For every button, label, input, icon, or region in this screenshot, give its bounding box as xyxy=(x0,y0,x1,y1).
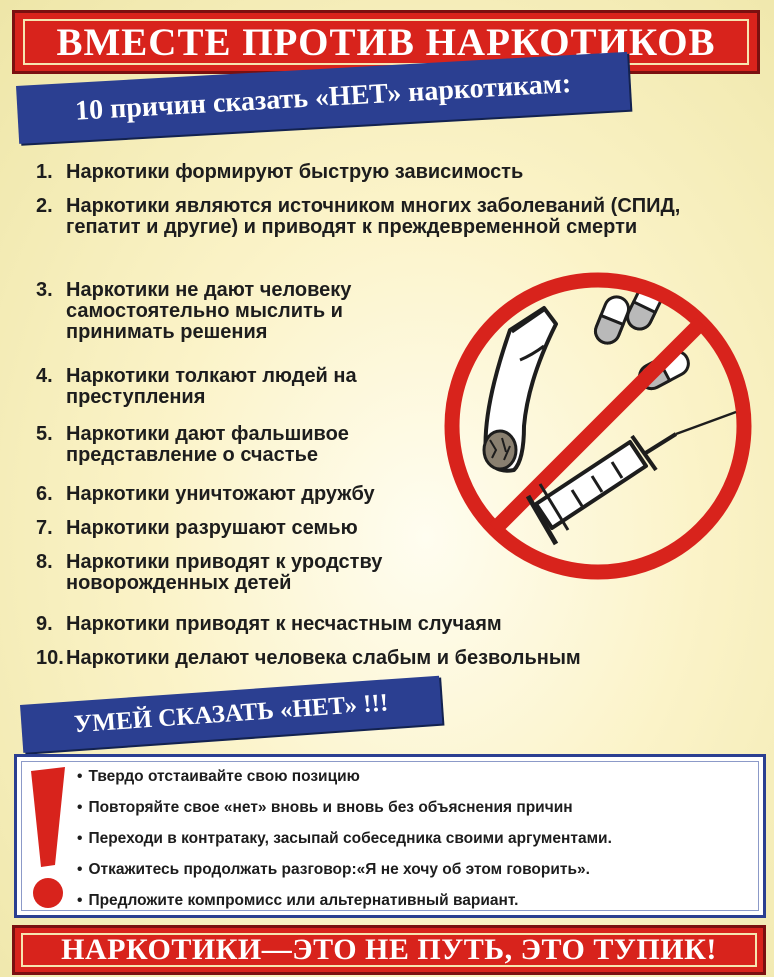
reason-item xyxy=(36,162,666,183)
subtitle-text: 10 причин сказать «НЕТ» наркотикам: xyxy=(74,68,572,127)
tip-item: • Предложите компромисс или альтернативный вариант. xyxy=(77,885,612,916)
reason-text: Наркотики приводят к несчастным случаям xyxy=(66,613,502,635)
reason-number: 3. xyxy=(36,279,53,301)
reason-number: 4. xyxy=(36,365,53,387)
reason-number: 7. xyxy=(36,517,53,539)
reason-item xyxy=(36,280,396,343)
reason-text: Наркотики уничтожают дружбу xyxy=(66,483,375,505)
bottom-banner xyxy=(12,925,766,975)
say-no-banner xyxy=(20,676,442,753)
reason-number: 10. xyxy=(36,647,64,669)
reason-text: Наркотики не дают человеку самостоятельно мыслить и принимать решения xyxy=(66,279,352,343)
reason-item xyxy=(36,484,466,505)
exclamation-icon xyxy=(25,765,71,915)
tip-item: • Откажитесь продолжать разговор:«Я не хочу об этом говорить». xyxy=(77,854,612,885)
poster-title: ВМЕСТЕ ПРОТИВ НАРКОТИКОВ xyxy=(56,20,716,64)
reason-number: 1. xyxy=(36,161,53,183)
no-drugs-sign-icon xyxy=(432,260,764,592)
tip-item: • Повторяйте свое «нет» вновь и вновь без объяснения причин xyxy=(77,792,612,823)
reason-item xyxy=(36,614,666,635)
reason-text: Наркотики являются источником многих заболеваний (СПИД, гепатит и другие) и приводят к преждевременной смерти xyxy=(66,195,681,238)
tip-item: • Твердо отстаивайте свою позицию xyxy=(77,761,612,792)
reason-item xyxy=(36,424,396,466)
tips-box xyxy=(14,754,766,918)
reason-text: Наркотики формируют быструю зависимость xyxy=(66,161,524,183)
reason-number: 8. xyxy=(36,551,53,573)
reason-number: 9. xyxy=(36,613,53,635)
reason-item xyxy=(36,552,426,594)
reason-number: 2. xyxy=(36,195,53,217)
reason-item xyxy=(36,196,756,238)
reason-item xyxy=(36,518,466,539)
reason-item xyxy=(36,366,396,408)
reason-text: Наркотики приводят к уродству новорожденных детей xyxy=(66,551,383,594)
say-no-text: УМЕЙ СКАЗАТЬ «НЕТ» !!! xyxy=(73,689,390,739)
tip-item: • Переходи в контратаку, засыпай собеседника своими аргументами. xyxy=(77,823,612,854)
reason-item xyxy=(36,648,706,669)
reason-number: 5. xyxy=(36,423,53,445)
tips-list xyxy=(77,761,612,916)
reason-text: Наркотики разрушают семью xyxy=(66,517,358,539)
reason-text: Наркотики дают фальшивое представление о счастье xyxy=(66,423,349,466)
reason-text: Наркотики делают человека слабым и безвольным xyxy=(66,647,581,669)
reason-number: 6. xyxy=(36,483,53,505)
footer-slogan: НАРКОТИКИ—ЭТО НЕ ПУТЬ, ЭТО ТУПИК! xyxy=(61,933,717,966)
reason-text: Наркотики толкают людей на преступления xyxy=(66,365,357,408)
